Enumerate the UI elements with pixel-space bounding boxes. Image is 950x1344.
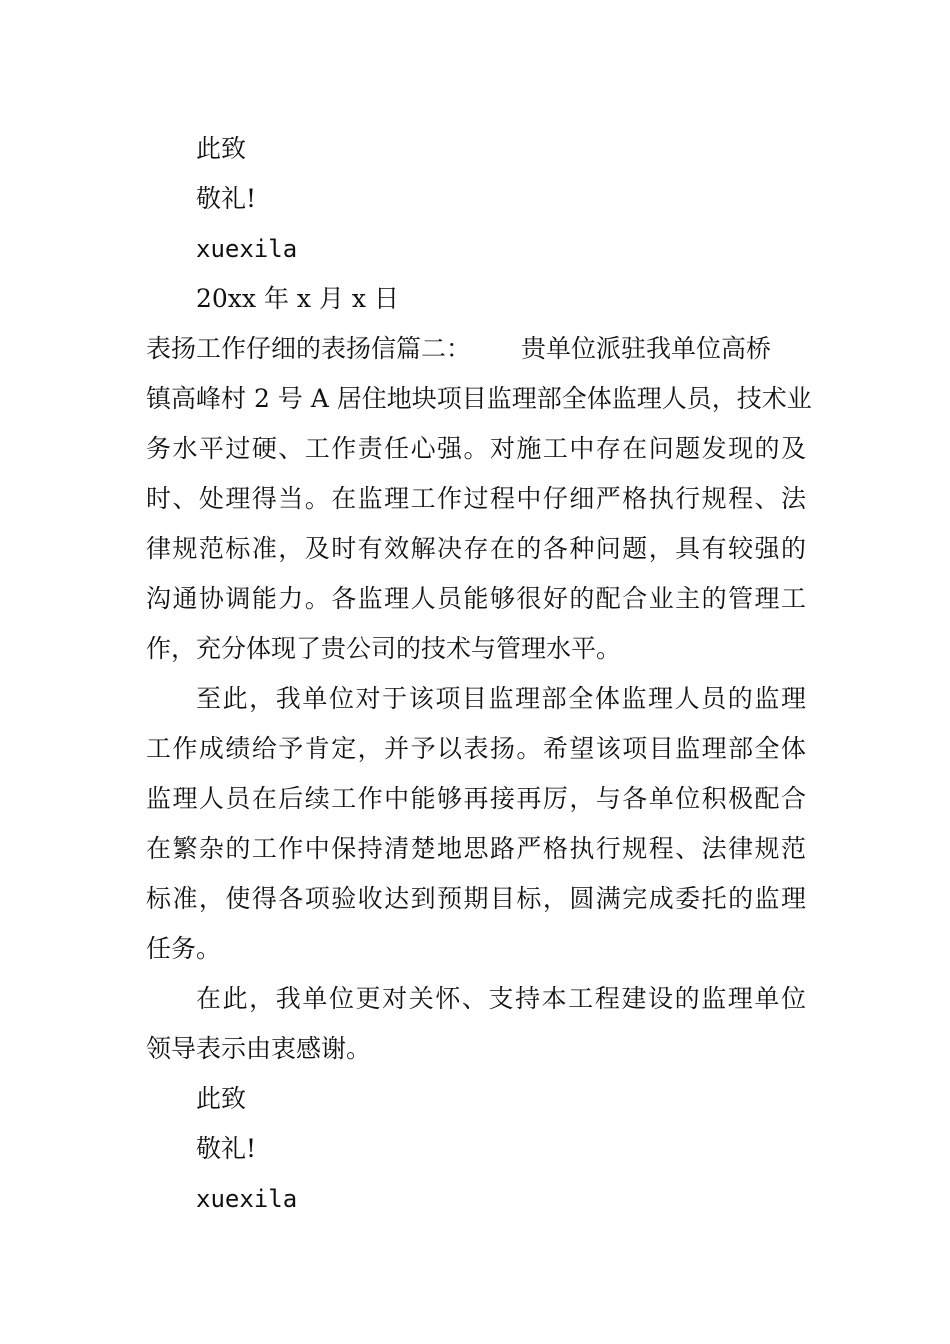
- paragraph-1-line-2: 镇高峰村 2 号 A 居住地块项目监理部全体监理人员，技术业: [146, 384, 812, 413]
- paragraph-1-line-3: 务水平过硬、工作责任心强。对施工中存在问题发现的及: [146, 434, 806, 463]
- paragraph-2-line-1: 至此，我单位对于该项目监理部全体监理人员的监理: [196, 684, 806, 713]
- closing-signature: xuexila: [196, 235, 298, 263]
- closing-date: 20xx 年 x 月 x 日: [196, 284, 399, 313]
- paragraph-2-line-3: 监理人员在后续工作中能够再接再厉，与各单位积极配合: [146, 784, 806, 813]
- letter-heading: 表扬工作仔细的表扬信篇二：: [146, 334, 472, 363]
- closing-regards: 敬礼!: [196, 184, 257, 213]
- closing-salutation: 此致: [196, 134, 247, 163]
- paragraph-1-line-5: 律规范标准，及时有效解决存在的各种问题，具有较强的: [146, 534, 806, 563]
- closing-regards: 敬礼!: [196, 1134, 257, 1163]
- paragraph-1-line-1: 贵单位派驻我单位高桥: [521, 334, 772, 363]
- closing-signature: xuexila: [196, 1185, 298, 1213]
- letter-heading-line: [146, 334, 806, 364]
- paragraph-3-line-2: 领导表示由衷感谢。: [146, 1034, 372, 1063]
- closing-salutation: 此致: [196, 1084, 247, 1113]
- paragraph-1-line-4: 时、处理得当。在监理工作过程中仔细严格执行规程、法: [146, 484, 806, 513]
- paragraph-3-line-1: 在此，我单位更对关怀、支持本工程建设的监理单位: [196, 984, 806, 1013]
- paragraph-1-line-7: 作，充分体现了贵公司的技术与管理水平。: [146, 634, 622, 663]
- paragraph-2-line-2: 工作成绩给予肯定，并予以表扬。希望该项目监理部全体: [146, 734, 806, 763]
- paragraph-2-line-4: 在繁杂的工作中保持清楚地思路严格执行规程、法律规范: [146, 834, 806, 863]
- paragraph-2-line-6: 任务。: [146, 934, 222, 963]
- paragraph-1-line-6: 沟通协调能力。各监理人员能够很好的配合业主的管理工: [146, 584, 806, 613]
- paragraph-2-line-5: 标准，使得各项验收达到预期目标，圆满完成委托的监理: [146, 884, 806, 913]
